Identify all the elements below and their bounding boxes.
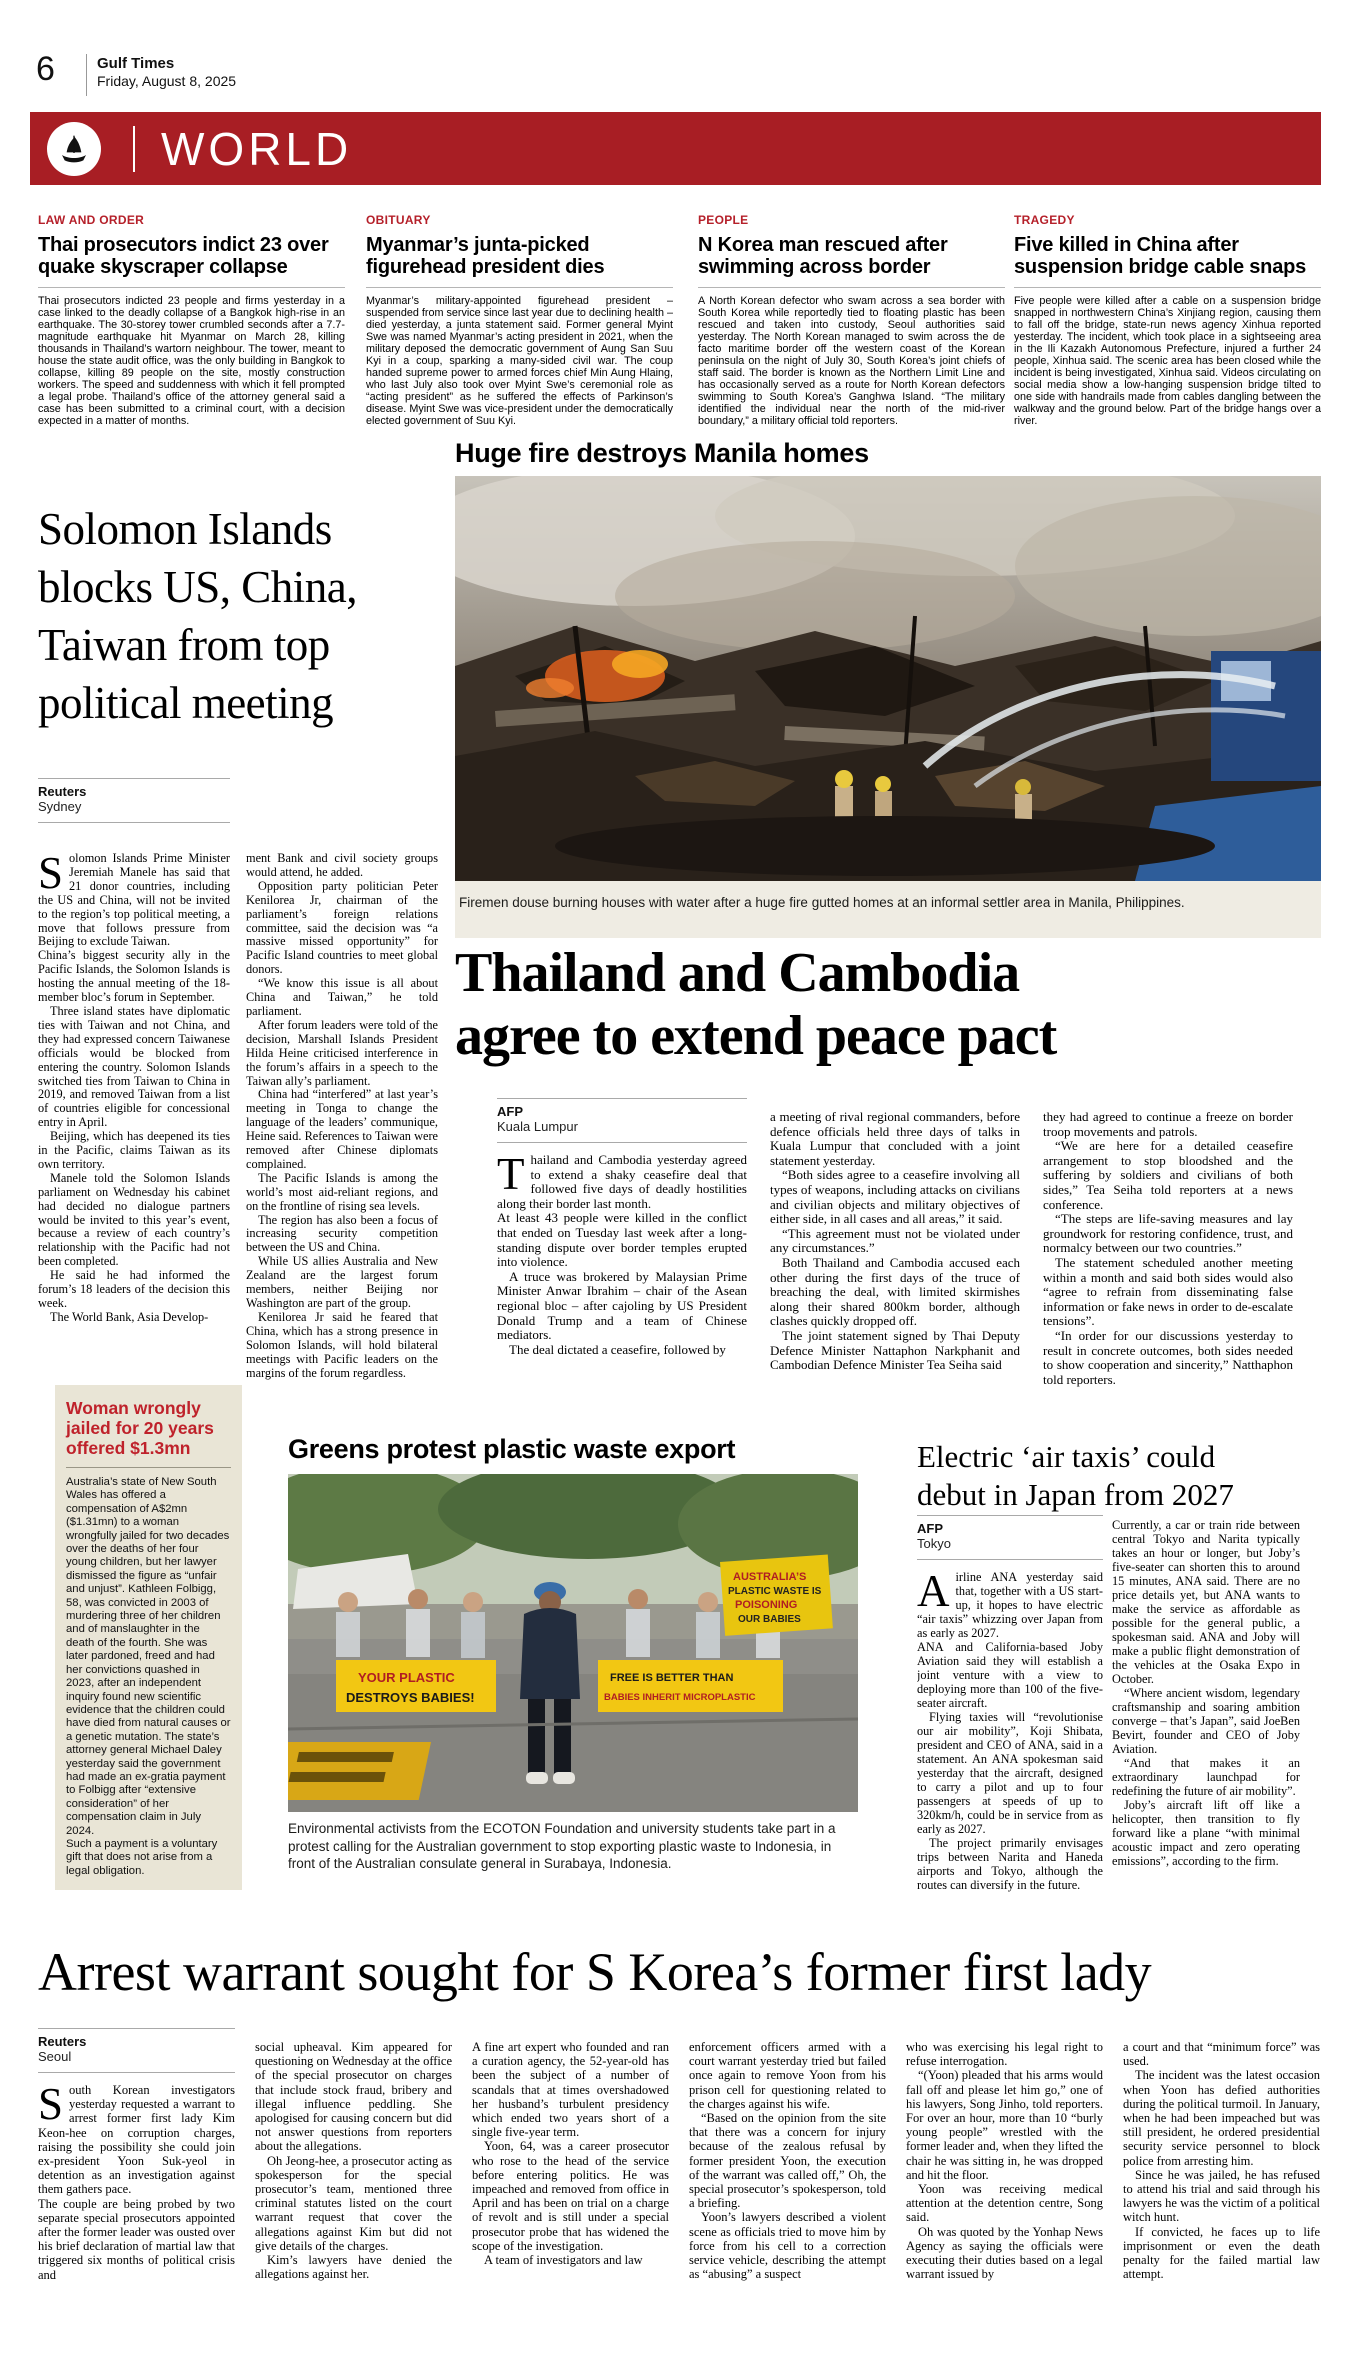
brief-headline: Thai prosecutors indict 23 over quake skyscraper collapse (38, 234, 329, 278)
korea-column-2 (255, 2040, 452, 2360)
korea-column-1-paragraphs: The couple are being probed by two separate special prosecutors appointed after the former leader was ousted over his brief declaration of martial law that triggered six months of political crisis and (38, 2196, 235, 2282)
brief-body: Myanmar’s military-appointed figurehead president – suspended from service since last year due to declining health – died yesterday, a junta statement said. Former general Myint Swe was named Myanmar’s acting president in 2021, when the military deposed the democratic government of Aung San Suu Kyi in a coup, sparking a many-sided civil war. The coup handed supreme power to armed forces chief Min Aung Hlaing, who last July also took over Myint Swe’s ceremonial role as “acting president” as he suffered the effects of Parkinson’s disease. Myint Swe was vice-president under the democratically elected government of Suu Kyi. (366, 295, 673, 427)
korea-column-3-paragraphs: A fine art expert who founded and ran a curation agency, the 52-year-old has been the subject of a number of scandals that at times overshadowed her husband’s turbulent presidency which ended two years short of a single five-year term. Yoon, 64, was a career prosecutor who rose to the head of the service before entering politics. He was impeached and removed from office in April and has been on trial on a charge of revolt and is still under a special prosecutor probe that has widened the scope of the investigation. A team of investigators and law (472, 2040, 669, 2268)
thailand-column-1-paragraphs: At least 43 people were killed in the conflict that ended on Tuesday last week after a long-standing dispute over border temples erupted into violence. A truce was brokered by Malaysian Prime Minister Anwar Ibrahim – chair of the Asean regional bloc – after cajoling by US President Donald Trump and a team of Chinese mediators. The deal dictated a ceasefire, followed by (497, 1210, 747, 1357)
gulf-times-dhow-logo (47, 122, 101, 176)
drop-cap: S (38, 852, 64, 898)
folbigg-headline: Woman wrongly jailed for 20 years offered $1.3mn (66, 1398, 214, 1458)
korea-column-1: Reuters Seoul South Korean investigators yesterday requested a warrant to arrest former first lady Kim Keon-hee on corruption charges, raising the possibility she could join ex-president Yoon Suk-yeol in detention as an investigation against them gathers pace. The couple are being probed by two separate special prosecutors appointed after the former leader was ousted over his brief declaration of martial law that triggered six months of political crisis and (38, 2028, 235, 2360)
brief-headline: Five killed in China after suspension bridge cable snaps (1014, 234, 1307, 278)
drain-cover (288, 1742, 431, 1800)
thailand-column-2-paragraphs: a meeting of rival regional commanders, before defence officials held three days of talks in Kuala Lumpur that concluded with a joint statement yesterday. “Both sides agree to a ceasefire involving all types of weapons, including attacks on civilians and civilian objects and military objectives of either side, in all cases and all areas,” it said. “This agreement must not be violated under any circumstances.” Both Thailand and Cambodia accused each other during the first days of the truce of breaching the deal, with limited skirmishes along their shared 800km border, although clashes quickly dropped off. The joint statement signed by Thai Deputy Defence Minister Nattaphon Narkphanit and Cambodian Defence Minister Tea Seiha said (770, 1110, 1020, 1373)
brief-people (698, 213, 1005, 427)
airtaxi-column-1: AFP Tokyo Airline ANA yesterday said that, together with a US start-up, it hopes to have electric “air taxis” whizzing over Japan from as early as 2027. ANA and California-based Joby Aviation said they will establish a joint venture with a view to deploying more than 100 of the five-seater aircraft. Flying taxies will “revolutionise our air mobility”, Koji Shibata, president and CEO of ANA, said in a statement. An ANA spokesman said yesterday that the aircraft, designed to carry a pilot and up to four passengers at speeds of up to 320km/h, could be in service from as early as 2027. The project primarily envisages trips between Narita and Haneda airports and Tokyo, although the routes can diversify in the future. (917, 1515, 1103, 1915)
thailand-headline: Thailand and Cambodia agree to extend peace pact (455, 942, 1057, 1067)
dhow-icon (54, 131, 94, 167)
airtaxi-headline: Electric ‘air taxis’ could debut in Japan from 2027 (917, 1439, 1234, 1512)
section-title: WORLD (161, 122, 353, 175)
thailand-column-3 (1043, 1110, 1293, 1410)
airtaxi-column-2 (1112, 1518, 1300, 1912)
folbigg-body: Australia’s state of New South Wales has offered a compensation of A$2mn ($1.31mn) to a woman wrongfully jailed for two decades over the deaths of her four young children, but her lawyer dismissed the figure as “unfair and unjust”. Kathleen Folbigg, 58, was convicted in 2003 of murdering three of her children and of manslaughter in the death of the fourth. She was later pardoned, freed and had her convictions quashed in 2023, after an independent inquiry found new scientific evidence that the children could have died from natural causes or a genetic mutation. The state’s attorney general Michael Daley yesterday said the government had made an ex-gratia payment to Folbigg after “extensive consideration” of her compensation claim in July 2024. Such a payment is a voluntary gift that does not arise from a legal obligation. (66, 1476, 231, 1877)
thailand-column-3-paragraphs: they had agreed to continue a freeze on border troop movements and patrols. “We are here for a detailed ceasefire arrangement to stop bloodshed and the suffering by soldiers and civilians of both sides,” Tea Seiha told reporters at a news conference. “The steps are life-saving measures and lay groundwork for restoring confidence, trust, and normalcy between our two countries.” The statement scheduled another meeting within a month and said both sides would also “agree to refrain from disseminating false information or fake news in order to de-escalate tensions”. “In order for our discussions yesterday to result in concrete outcomes, both sides needed to show cooperation and sincerity,” Natthaphon told reporters. (1043, 1110, 1293, 1387)
brief-body: A North Korean defector who swam across a sea border with South Korea while reportedly tied to floating plastic has been rescued and taken into custody, Seoul authorities said yesterday. The North Korean managed to swim across the de facto maritime border off the western coast of the Korean peninsula on the night of July 30, South Korea’s joint chiefs of staff said. The border is known as the Northern Limit Line and has occasionally served as a route for North Korean defectors swimming to South Korea’s Ganghwa Island. “The military identified the individual near the north of the mid-river boundary,” a military official told reporters. (698, 295, 1005, 427)
svg-text:FREE IS BETTER THAN: FREE IS BETTER THAN (610, 1672, 734, 1684)
drop-cap: T (497, 1149, 525, 1199)
solomon-column-2 (246, 852, 438, 1385)
solomon-byline: Reuters Sydney (38, 778, 230, 823)
brief-kicker: OBITUARY (366, 213, 431, 227)
section-banner (30, 112, 1321, 185)
rule (38, 287, 345, 288)
korea-headline: Arrest warrant sought for S Korea’s former first lady (38, 1942, 1152, 2002)
rule (366, 287, 673, 288)
greens-protest-photo (288, 1474, 858, 1812)
korea-column-5 (906, 2040, 1103, 2360)
paper-date: Friday, August 8, 2025 (97, 73, 237, 89)
svg-text:YOUR PLASTIC: YOUR PLASTIC (358, 1670, 455, 1685)
airtaxi-byline: AFP Tokyo (917, 1515, 1103, 1560)
brief-kicker: TRAGEDY (1014, 213, 1075, 227)
drop-cap: S (38, 2079, 64, 2129)
korea-column-6 (1123, 2040, 1320, 2360)
greens-photo-wrap (288, 1474, 858, 1812)
brief-obituary (366, 213, 673, 427)
banner-right (598, 1660, 783, 1712)
solomon-headline: Solomon Islands blocks US, China, Taiwan from top political meeting (38, 504, 358, 728)
banner-left (336, 1660, 496, 1712)
korea-column-6-paragraphs: a court and that “minimum force” was used. The incident was the latest occasion when Yoon has defied authorities during the political turmoil. In January, when he had been impeached but was still president, he ordered presidential security service personnel to block police from arresting him. Since he was jailed, he has refused to attend his trial and said through his lawyers he was the victim of a political witch hunt. If convicted, he faces up to life imprisonment or even the death penalty for the failed martial law attempt. (1123, 2040, 1320, 2282)
brief-kicker: LAW AND ORDER (38, 213, 145, 227)
greens-headline: Greens protest plastic waste export (288, 1434, 736, 1464)
svg-text:AUSTRALIA’S: AUSTRALIA’S (733, 1571, 807, 1583)
greens-photo-caption: Environmental activists from the ECOTON Foundation and university students take part in a protest calling for the Australian government to stop exporting plastic waste to Indonesia, in front of the Australian consulate general in Surabaya, Indonesia. (288, 1821, 836, 1871)
svg-text:POISONING: POISONING (735, 1599, 798, 1611)
paper-name: Gulf Times (97, 55, 175, 72)
rule (698, 287, 1005, 288)
brief-body: Thai prosecutors indicted 23 people and firms yesterday in a case linked to the deadly collapse of a Bangkok high-rise in an earthquake. The 30-storey tower crumbled seconds after a 7.7-magnitude earthquake hit Myanmar on March 28, killing thousands in Thailand’s wartorn neighbour. The tower, meant to house the state audit office, was the only building in Bangkok to collapse, killing 89 people on the site, mostly construction workers. The speed and suddenness with which it fell prompted a legal probe. Thailand’s office of the attorney general said a case has been submitted to a criminal court, with a decision expected in a matter of months. (38, 295, 345, 427)
masthead-divider (86, 54, 87, 96)
thailand-column-2 (770, 1110, 1020, 1410)
korea-column-3 (472, 2040, 669, 2360)
svg-text:OUR BABIES: OUR BABIES (738, 1614, 801, 1625)
manila-headline: Huge fire destroys Manila homes (455, 438, 869, 468)
banner-divider (133, 126, 135, 172)
brief-body: Five people were killed after a cable on a suspension bridge snapped in northwestern China’s Xinjiang region, causing them to fall off the bridge, state-run news agency Xinhua reported yesterday. The incident, which took place in a sightseeing area in the Ili Kazakh Autonomous Prefecture, injured a further 24 people, Xinhua said. The scenic area has been closed while the incident is being investigated, Xinhua said. Videos circulating on social media show a low-hanging suspension bridge tilted to one side with handrails made from cables dangling between the walkway and the ground below. Part of the bridge hangs over a river. (1014, 295, 1321, 427)
brief-tragedy (1014, 213, 1321, 427)
brief-kicker: PEOPLE (698, 213, 749, 227)
brief-law-and-order (38, 213, 345, 427)
drop-cap: A (917, 1566, 950, 1616)
solomon-column-1: Solomon Islands Prime Minister Jeremiah Manele has said that 21 donor countries, including the US and China, will not be invited to the region’s top political meeting, a move that follows pressure from Beijing to exclude Taiwan. China’s biggest security ally in the Pacific Islands, the Solomon Islands is hosting the annual meeting of the 18-member bloc’s forum in September. Three island states have diplomatic ties with Taiwan and not China, and they had expressed concern Taiwanese officials would be blocked from entering the country. Solomon Islands switched ties from Taiwan to China in 2019, and removed Taiwan from a list of countries eligible for concessional entry in April. Beijing, which has deepened its ties in the Pacific, claims Taiwan as its own territory. Manele told the Solomon Islands parliament on Wednesday his cabinet had decided no dialogue partners would be invited to this year’s event, because a review of each country’s relationship with the Pacific had not been completed. He said he had informed the forum’s 18 leaders of the decision this week. The World Bank, Asia Develop- (38, 852, 230, 1324)
protest-sign (720, 1554, 833, 1635)
korea-column-2-paragraphs: social upheaval. Kim appeared for questioning on Wednesday at the office of the special prosecutor on charges that include stock fraud, bribery and illegal influence peddling. She apologised for causing concern but did not answer questions from reporters about the allegations. Oh Jeong-hee, a prosecutor acting as spokesperson for the special prosecutor’s team, mentioned three criminal statutes listed on the court warrant request that cover the allegations against Kim but did not give details of the charges. Kim’s lawyers have denied the allegations against her. (255, 2040, 452, 2282)
korea-column-4-paragraphs: enforcement officers armed with a court warrant yesterday tried but failed once again to remove Yoon from his prison cell for questioning related to the charges against his wife. “Based on the opinion from the site that there was a concern for injury because of the zealous refusal by former president Yoon, the execution of the warrant was called off,” Oh, the special prosecutor’s spokesperson, told a briefing. Yoon’s lawyers described a violent scene as officials tried to move him by force from his cell to a correction service vehicle, describing the attempt as “abusing” a suspect (689, 2040, 886, 2282)
manila-fire-photo (455, 476, 1321, 881)
manila-photo-block (455, 476, 1321, 938)
svg-text:BABIES INHERIT MICROPLASTIC: BABIES INHERIT MICROPLASTIC (604, 1692, 756, 1703)
solomon-column-2-paragraphs: ment Bank and civil society groups would attend, he added. Opposition party politician Peter Kenilorea Jr, chairman of the parliament’s foreign relations committee, said the decision was “a massive missed opportunity” for Pacific Island countries to meet global donors. “We know this issue is all about China and Taiwan,” he told parliament. After forum leaders were told of the decision, Marshall Islands President Hilda Heine criticised interference in the forum’s affairs in a speech to the Taiwan ally’s parliament. China had “interfered” at last year’s meeting in Tonga to change the language of the leaders’ communique, Heine said. References to Taiwan were removed after Chinese diplomats complained. The Pacific Islands is among the world’s most aid-reliant regions, and on the frontline of rising sea levels. The region has also been a focus of increasing security competition between the US and China. While US allies Australia and New Zealand are the largest forum members, neither Beijing nor Washington are part of the group. Kenilorea Jr said he feared that China, which has a strong presence in Solomon Islands, will hold bilateral meetings with Pacific leaders on the margins of the forum regardless. (246, 852, 438, 1380)
folbigg-sidebar (55, 1385, 242, 1890)
manila-photo-caption: Firemen douse burning houses with water after a huge fire gutted homes at an informal settler area in Manila, Philippines. (459, 895, 1185, 910)
korea-byline: Reuters Seoul (38, 2028, 235, 2073)
airtaxi-column-1-paragraphs: ANA and California-based Joby Aviation said they will establish a joint venture with a view to deploying more than 100 of the five-seater aircraft. Flying taxies will “revolutionise our air mobility”, Koji Shibata, president and CEO of ANA, said in a statement. An ANA spokesman said yesterday that the aircraft, designed to carry a pilot and up to four passengers at speeds of up to 320km/h, could be in service from as early as 2027. The project primarily envisages trips between Narita and Haneda airports and Tokyo, although the routes can diversify in the future. (917, 1640, 1103, 1892)
svg-text:PLASTIC WASTE IS: PLASTIC WASTE IS (728, 1586, 822, 1597)
solomon-column-1-paragraphs: China’s biggest security ally in the Pacific Islands, the Solomon Islands is hosting the annual meeting of the 18-member bloc’s forum in September. Three island states have diplomatic ties with Taiwan and not China, and they had expressed concern Taiwanese officials would be blocked from entering the country. Solomon Islands switched ties from Taiwan to China in 2019, and removed Taiwan from a list of countries eligible for concessional entry in April. Beijing, which has deepened its ties in the Pacific, claims Taiwan as its own territory. Manele told the Solomon Islands parliament on Wednesday his cabinet had decided no dialogue partners would be invited to this year’s event, because a review of each country’s relationship with the Pacific had not been completed. He said he had informed the forum’s 18 leaders of the decision this week. The World Bank, Asia Develop- (38, 948, 230, 1324)
brief-headline: Myanmar’s junta-picked figurehead president dies (366, 234, 605, 278)
rule (66, 1467, 231, 1468)
rule (1014, 287, 1321, 288)
thailand-byline: AFP Kuala Lumpur (497, 1098, 747, 1143)
brief-headline: N Korea man rescued after swimming across border (698, 234, 948, 278)
korea-column-5-paragraphs: who was exercising his legal right to refuse interrogation. “(Yoon) pleaded that his arms would fall off and please let him go,” one of his lawyers, Song Jinho, told reporters. For over an hour, more than 10 “burly young people” wrestled with the former leader and, when they lifted the chair he was sitting in, he was dropped and hit the floor. Yoon was receiving medical attention at the detention centre, Song said. Oh was quoted by the Yonhap News Agency as saying the officials were executing their duties based on a legal warrant issued by (906, 2040, 1103, 2282)
page-number: 6 (36, 50, 55, 88)
svg-text:DESTROYS BABIES!: DESTROYS BABIES! (346, 1690, 475, 1705)
korea-column-4 (689, 2040, 886, 2360)
thailand-column-1: AFP Kuala Lumpur Thailand and Cambodia yesterday agreed to extend a shaky ceasefire deal that followed five days of deadly hostilities along their border last month. At least 43 people were killed in the conflict that ended on Tuesday last week after a long-standing dispute over border temples erupted into violence. A truce was brokered by Malaysian Prime Minister Anwar Ibrahim – chair of the Asean regional bloc – after cajoling by US President Donald Trump and a team of Chinese mediators. The deal dictated a ceasefire, followed by (497, 1098, 747, 1408)
airtaxi-column-2-paragraphs: Currently, a car or train ride between central Tokyo and Narita typically takes an hour or longer, but Joby’s five-seater can shorten this to around 15 minutes, ANA said. There are no price details yet, but ANA wants to make the service as affordable as possible for the general public, a spokesman said. ANA and Joby will make a public flight demonstration of the vehicles at the Osaka Expo in October. “Where ancient wisdom, legendary craftsmanship and soaring ambition converge – that’s Japan”, said JoeBen Bevirt, founder and CEO of Joby Aviation. “And that makes it an extraordinary launchpad for redefining the future of air mobility”. Joby’s aircraft lift off like a helicopter, then transition to fly forward like a plane “with minimal acoustic impact and zero operating emissions”, according to the firm. (1112, 1518, 1300, 1868)
